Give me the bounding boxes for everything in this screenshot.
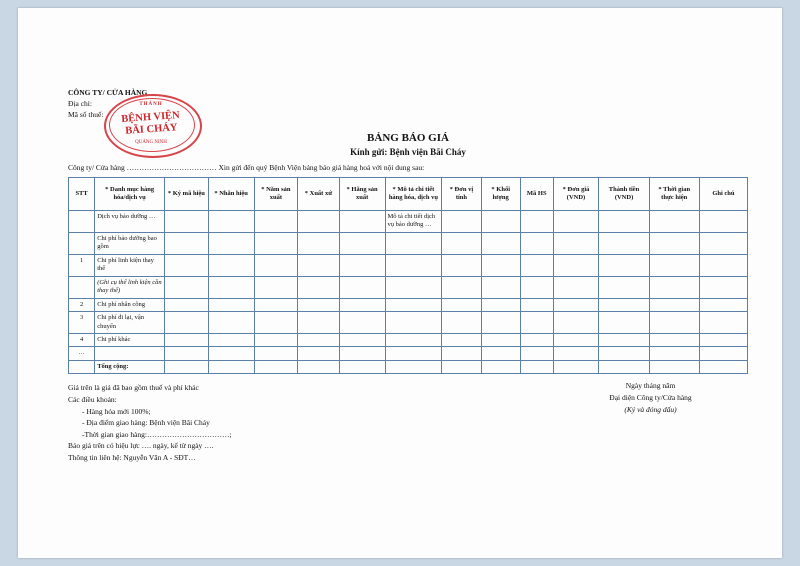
cell-manufacturer	[339, 276, 385, 298]
col-stt: STT	[69, 178, 95, 211]
cell-stt: 3	[69, 312, 95, 334]
cell-unit-price	[553, 312, 599, 334]
cell-quantity	[481, 347, 520, 360]
cell-brand	[208, 233, 254, 255]
cell-stt	[69, 276, 95, 298]
cell-unit-price	[553, 360, 599, 373]
cell-stt: 1	[69, 254, 95, 276]
cell-year	[254, 312, 298, 334]
cell-origin	[298, 333, 339, 346]
terms-block	[68, 382, 490, 463]
cell-quantity	[481, 254, 520, 276]
cell-amount	[599, 347, 649, 360]
cell-delivery-time	[649, 312, 699, 334]
cell-notes	[699, 347, 747, 360]
cell-origin	[298, 276, 339, 298]
cell-notes	[699, 298, 747, 311]
cell-origin	[298, 233, 339, 255]
cell-stt	[69, 211, 95, 233]
cell-amount	[599, 298, 649, 311]
cell-description	[385, 276, 442, 298]
quotation-table	[68, 177, 748, 374]
cell-manufacturer	[339, 360, 385, 373]
table-row	[69, 233, 748, 255]
table-row	[69, 347, 748, 360]
col-manufacturer: * Hãng sản xuất	[339, 178, 385, 211]
cell-origin	[298, 254, 339, 276]
company-tax-line: Mã số thuế:	[68, 109, 104, 119]
table-body	[69, 211, 748, 374]
cell-description	[385, 312, 442, 334]
table-row	[69, 312, 748, 334]
cell-year	[254, 298, 298, 311]
cell-code	[165, 333, 209, 346]
cell-manufacturer	[339, 298, 385, 311]
cell-stt	[69, 233, 95, 255]
cell-unit-price	[553, 211, 599, 233]
cell-description	[385, 233, 442, 255]
document-page	[18, 8, 782, 558]
cell-brand	[208, 360, 254, 373]
company-address-line: Địa chỉ:	[68, 98, 92, 108]
cell-quantity	[481, 211, 520, 233]
cell-year	[254, 233, 298, 255]
cell-manufacturer	[339, 211, 385, 233]
cell-brand	[208, 347, 254, 360]
cell-origin	[298, 312, 339, 334]
cell-delivery-time	[649, 233, 699, 255]
cell-description	[385, 254, 442, 276]
cell-description	[385, 333, 442, 346]
cell-code	[165, 298, 209, 311]
cell-hs-code	[520, 360, 553, 373]
cell-hs-code	[520, 333, 553, 346]
cell-item-name: Chi phí bảo dưỡng bao gồm	[95, 233, 165, 255]
signature-date-line: Ngày tháng năm	[625, 381, 676, 391]
cell-code	[165, 276, 209, 298]
terms-line-goods-new: - Hàng hóa mới 100%;	[82, 406, 151, 416]
cell-hs-code	[520, 298, 553, 311]
col-notes: Ghi chú	[699, 178, 747, 211]
col-description: * Mô tả chi tiết hàng hóa, dịch vụ	[385, 178, 442, 211]
col-item-name: * Danh mục hàng hóa/dịch vụ	[95, 178, 165, 211]
table-total-row	[69, 360, 748, 373]
cell-stt: 2	[69, 298, 95, 311]
terms-line-contact: Thông tin liên hệ: Nguyễn Văn A - SĐT…	[68, 453, 196, 462]
table-row	[69, 254, 748, 276]
cell-amount	[599, 312, 649, 334]
cell-quantity	[481, 233, 520, 255]
col-unit: * Đơn vị tính	[442, 178, 481, 211]
col-year: * Năm sản xuất	[254, 178, 298, 211]
cell-unit-price	[553, 347, 599, 360]
cell-unit	[442, 276, 481, 298]
cell-manufacturer	[339, 254, 385, 276]
cell-delivery-time	[649, 347, 699, 360]
quotation-document	[68, 88, 748, 464]
cell-brand	[208, 333, 254, 346]
cell-hs-code	[520, 312, 553, 334]
cell-description: Mô tả chi tiết dịch vụ bảo dưỡng …	[385, 211, 442, 233]
cell-unit-price	[553, 254, 599, 276]
cell-brand	[208, 298, 254, 311]
cell-unit	[442, 347, 481, 360]
cell-item-name: Chi phí linh kiện thay thế	[95, 254, 165, 276]
page-title: BẢNG BÁO GIÁ	[367, 132, 449, 144]
terms-line-validity: Báo giá trên có hiệu lực …. ngày, kể từ ngày ….	[68, 441, 214, 451]
table-row	[69, 211, 748, 233]
total-label: Tổng cộng:	[95, 360, 165, 373]
cell-code	[165, 233, 209, 255]
cell-delivery-time	[649, 298, 699, 311]
cell-stt	[69, 360, 95, 373]
cell-delivery-time	[649, 254, 699, 276]
col-hs-code: Mã HS	[520, 178, 553, 211]
cell-unit	[442, 312, 481, 334]
col-amount: Thành tiền (VND)	[599, 178, 649, 211]
cell-notes	[699, 233, 747, 255]
cell-year	[254, 254, 298, 276]
cell-description	[385, 360, 442, 373]
cell-code	[165, 312, 209, 334]
send-to-line: Công ty/ Cửa hàng ……………………………… Xin gửi đến quý Bệnh Viện bảng báo giá hàng hoá với nội dung sau:	[68, 163, 425, 172]
cell-unit-price	[553, 298, 599, 311]
cell-item-name: Dịch vụ bảo dưỡng …	[95, 211, 165, 233]
cell-notes	[699, 312, 747, 334]
cell-item-name: Chi phí khác	[95, 333, 165, 346]
cell-notes	[699, 211, 747, 233]
cell-brand	[208, 254, 254, 276]
cell-notes	[699, 333, 747, 346]
page-subtitle: Kính gửi: Bệnh viện Bãi Cháy	[350, 147, 466, 157]
signature-role-line: Đại diện Công ty/Cửa hàng	[609, 393, 692, 403]
cell-code	[165, 254, 209, 276]
document-footer	[68, 382, 748, 463]
cell-delivery-time	[649, 211, 699, 233]
cell-unit	[442, 333, 481, 346]
cell-year	[254, 360, 298, 373]
col-delivery-time: * Thời gian thực hiện	[649, 178, 699, 211]
cell-hs-code	[520, 276, 553, 298]
cell-hs-code	[520, 211, 553, 233]
terms-line-price-note: Giá trên là giá đã bao gồm thuế và phí khác	[68, 383, 199, 393]
cell-year	[254, 211, 298, 233]
cell-amount	[599, 211, 649, 233]
col-origin: * Xuất xứ	[298, 178, 339, 211]
seal-bottom-text: QUẢNG NINH	[135, 140, 167, 145]
cell-origin	[298, 360, 339, 373]
cell-stt: …	[69, 347, 95, 360]
cell-brand	[208, 276, 254, 298]
cell-manufacturer	[339, 233, 385, 255]
cell-origin	[298, 347, 339, 360]
cell-unit	[442, 211, 481, 233]
cell-unit-price	[553, 333, 599, 346]
table-row	[69, 333, 748, 346]
cell-description	[385, 298, 442, 311]
cell-quantity	[481, 298, 520, 311]
cell-description	[385, 347, 442, 360]
cell-item-name	[95, 347, 165, 360]
signature-note-line: (Ký và đóng dấu)	[624, 405, 677, 415]
seal-main-line2: BÃI CHÁY	[124, 122, 178, 137]
cell-unit-price	[553, 276, 599, 298]
cell-delivery-time	[649, 276, 699, 298]
table-row	[69, 298, 748, 311]
cell-amount	[599, 360, 649, 373]
cell-amount	[599, 276, 649, 298]
cell-quantity	[481, 276, 520, 298]
cell-origin	[298, 298, 339, 311]
cell-hs-code	[520, 254, 553, 276]
col-unit-price: * Đơn giá (VND)	[553, 178, 599, 211]
cell-year	[254, 347, 298, 360]
cell-origin	[298, 211, 339, 233]
cell-unit	[442, 254, 481, 276]
cell-quantity	[481, 312, 520, 334]
cell-manufacturer	[339, 312, 385, 334]
cell-brand	[208, 312, 254, 334]
cell-unit	[442, 298, 481, 311]
cell-amount	[599, 254, 649, 276]
cell-item-name: Chi phí nhân công	[95, 298, 165, 311]
cell-hs-code	[520, 347, 553, 360]
cell-notes	[699, 360, 747, 373]
col-brand: * Nhãn hiệu	[208, 178, 254, 211]
table-row	[69, 276, 748, 298]
col-quantity: * Khối lượng	[481, 178, 520, 211]
cell-stt: 4	[69, 333, 95, 346]
cell-manufacturer	[339, 333, 385, 346]
terms-line-delivery-place: - Địa điểm giao hàng: Bệnh viện Bãi Cháy	[82, 418, 210, 428]
table-header-row	[69, 178, 748, 211]
cell-manufacturer	[339, 347, 385, 360]
cell-quantity	[481, 360, 520, 373]
terms-line-delivery-time: -Thời gian giao hàng:……………………………;	[82, 429, 232, 439]
company-name-line: CÔNG TY/ CỬA HÀNG	[68, 88, 148, 97]
cell-item-name: (Ghi cụ thể linh kiện cần thay thế)	[95, 276, 165, 298]
cell-unit	[442, 233, 481, 255]
cell-hs-code	[520, 233, 553, 255]
cell-amount	[599, 233, 649, 255]
cell-code	[165, 211, 209, 233]
cell-notes	[699, 254, 747, 276]
cell-delivery-time	[649, 360, 699, 373]
cell-notes	[699, 276, 747, 298]
cell-year	[254, 333, 298, 346]
cell-brand	[208, 211, 254, 233]
cell-item-name: Chi phí đi lại, vận chuyển	[95, 312, 165, 334]
signature-block	[563, 380, 738, 416]
cell-code	[165, 360, 209, 373]
seal-main-line1: BỆNH VIỆN	[120, 109, 181, 126]
seal-top-text: THÀNH	[139, 102, 163, 107]
col-code: * Ký mã hiệu	[165, 178, 209, 211]
cell-unit	[442, 360, 481, 373]
terms-heading: Các điều khoản:	[68, 394, 117, 404]
cell-quantity	[481, 333, 520, 346]
cell-unit-price	[553, 233, 599, 255]
cell-delivery-time	[649, 333, 699, 346]
cell-amount	[599, 333, 649, 346]
cell-code	[165, 347, 209, 360]
cell-year	[254, 276, 298, 298]
